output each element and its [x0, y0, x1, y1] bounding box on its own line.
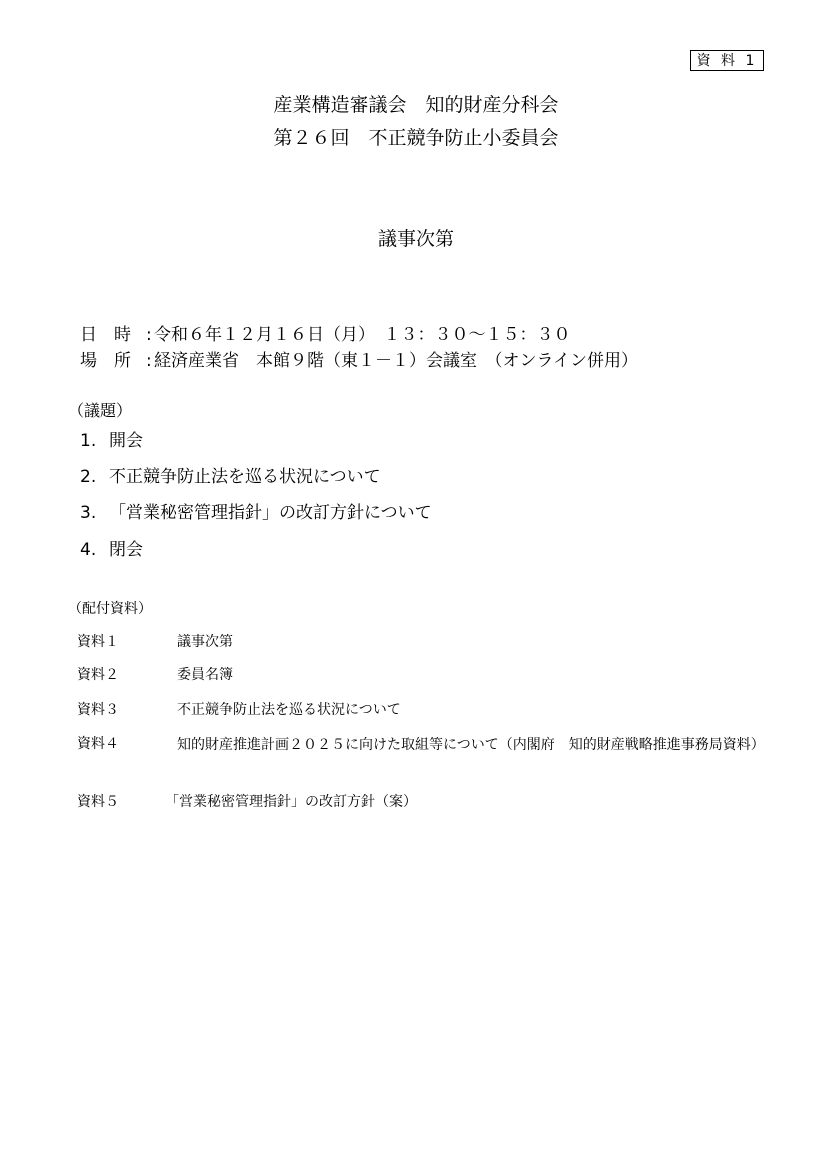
agenda-item-label: 不正競争防止法を巡る状況について: [109, 467, 381, 487]
agenda-item-label: 「営業秘密管理指針」の改訂方針について: [109, 503, 432, 523]
material-label: 資料４: [77, 736, 119, 752]
agenda-item: [80, 466, 381, 488]
date-label: 日 時: [80, 325, 131, 345]
material-label: 資料２: [77, 667, 119, 683]
committee-title: 産業構造審議会 知的財産分科会: [273, 94, 559, 116]
agenda-item-number: 4.: [80, 540, 97, 560]
place-colon: :: [146, 351, 152, 371]
agenda-document-title: 議事次第: [377, 228, 454, 250]
material-title: 委員名簿: [177, 667, 233, 683]
material-label: 資料５: [77, 794, 119, 810]
material-title: 知的財産推進計画２０２５に向けた取組等について（内閣府 知的財産戦略推進事務局資料）: [177, 737, 765, 753]
agenda-item-label: 閉会: [109, 540, 143, 560]
place-label: 場 所: [80, 351, 131, 371]
place-value: 経済産業省 本館９階（東１－１）会議室 （オンライン併用）: [154, 351, 638, 371]
material-title: 議事次第: [177, 634, 233, 650]
material-title: 「営業秘密管理指針」の改訂方針（案）: [165, 794, 417, 810]
document-number-label: 資 料 1: [690, 50, 764, 71]
meeting-date-row: [80, 324, 571, 346]
agenda-item-number: 3.: [80, 503, 97, 523]
agenda-item: [80, 502, 432, 524]
meeting-title: 第２６回 不正競争防止小委員会: [273, 127, 559, 149]
material-label: 資料３: [77, 702, 119, 718]
material-label: 資料１: [77, 634, 119, 650]
agenda-item-label: 開会: [109, 431, 143, 451]
material-title: 不正競争防止法を巡る状況について: [177, 702, 401, 718]
date-colon: :: [146, 325, 152, 345]
agenda-items-heading: （議題）: [68, 401, 133, 420]
meeting-place-row: [80, 350, 638, 372]
agenda-item-number: 2.: [80, 467, 97, 487]
date-value: 令和６年１２月１６日（月） １３：３０～１５：３０: [154, 325, 571, 345]
agenda-item: [80, 430, 143, 452]
agenda-item-number: 1.: [80, 431, 97, 451]
materials-heading: （配付資料）: [68, 601, 152, 617]
agenda-item: [80, 539, 143, 561]
